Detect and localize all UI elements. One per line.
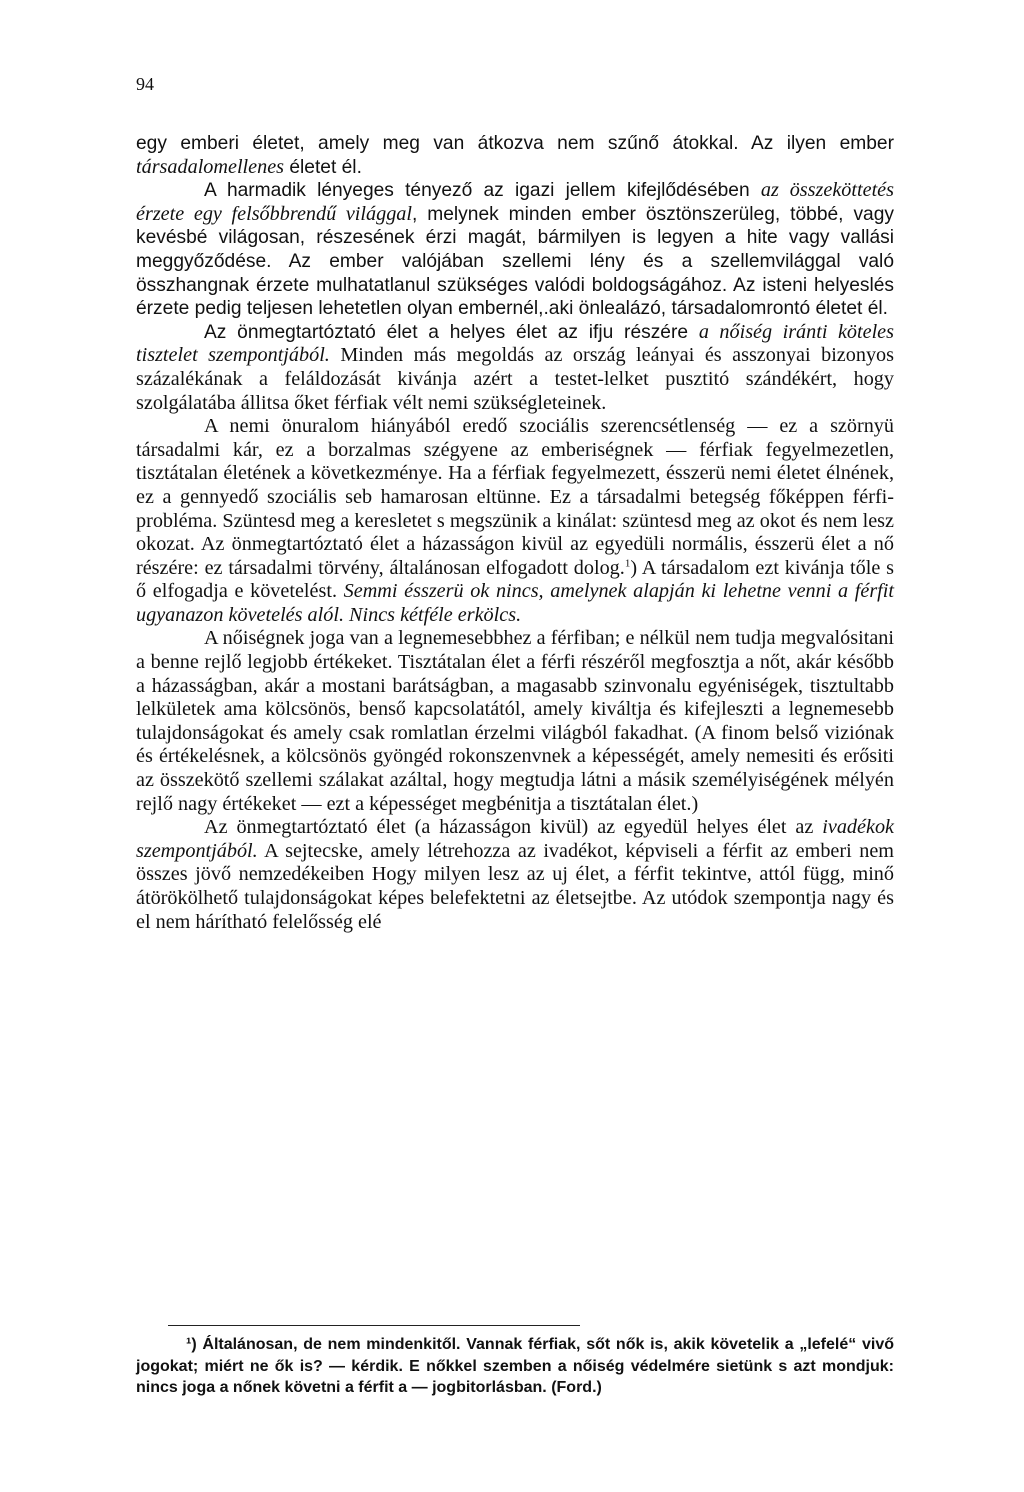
paragraph-4-middle: ) A társadalom ezt kivánja tőle s ő elfogadja e követelést. [136, 556, 894, 603]
paragraph-2 [136, 179, 894, 321]
paragraph-1-text: egy emberi életet, amely meg van átkozva nem szűnő átokkal. Az ilyen ember [136, 133, 894, 154]
paragraph-6-tail: A sejtecske, amely létrehozza az ivadékot, képviseli a férfit az emberi nem összes jövő nemzedékeiben Hogy milyen lesz az uj élet, a férfit tekintve, attól függ, minő átörökölhető tulajdonságokat képes belefektetni az életsejtbe. Az utódok szempontja nagy és el nem hárítható felelősség elé [136, 839, 894, 933]
paragraph-6-emphasis: ivadékok szempontjából. [136, 816, 894, 862]
paragraph-2-text: A harmadik lényeges tényező az igazi jellem kifejlődésében [204, 180, 761, 202]
paragraph-3-text: Az önmegtartóztató élet a helyes élet az ifju részére [204, 321, 699, 343]
paragraph-5: A nőiségnek joga van a legnemesebbhez a férfiban; e nélkül nem tudja megvalósitani a benne rejlő legjobb értékeket. Tisztátalan élet a férfi részéről megfosztja a nőt, akár később a házasságban, akár a mostani barátságban, a magasabb szinvonalu egyéniségek, tisztultabb lelkületek ama kölcsönös, benső kapcsolatától, amely kiváltja és kifejleszti a legnemesebb tulajdonságokat és amely csak romlatlan érzelmi világból fakadhat. (A finom belső viziónak és értékelésnek, a kölcsönös gyöngéd rokonszenvnek a képességét, amely nemesiti és erősiti az összekötő szellemi szálakat azáltal, hogy megtudja látni a másik személyiségének mélyén rejlő nagy értékeket — ezt a képességet megbénitja a tisztátalan élet.) [136, 627, 894, 815]
paragraph-3 [136, 321, 894, 415]
paragraph-1-emphasis: társadalomellenes [136, 155, 285, 178]
footnote [136, 1334, 894, 1399]
footnote-text: Általánosan, de nem mindenkitől. Vannak férfiak, sőt nők is, akik követelik a „lefelé“ vivő jogokat; miért ne ők is? — kérdik. E nőkkel szemben a nőiség védelmére sietünk s azt mondjuk: nincs joga a nőnek követni a férfit a — jogbitorlásban. (Ford.) [136, 1336, 894, 1396]
paragraph-4-text: A nemi önuralom hiányából eredő szociális szerencsétlenség — ez a szörnyü társadalmi kár, ez a borzalmas szégyene az emberiségnek — férfiak fegyelmezetlen, tisztátalan életének a következménye. Ha a férfiak fegyelmezett, ésszerü nemi életet élnének, ez a gennyedő szociális seb hamarosan eltünne. Ez a társadalmi betegség főképpen férfi-probléma. Szüntesd meg a keresletet s megszünik a kinálat: szüntesd meg az okot és nem lesz okozat. Az önmegtartóztató élet a házasságon kivül az egyedüli normális, ésszerü élet a nő részére: ez társadalmi törvény, általánosan elfogadott dolog. [136, 415, 894, 579]
paragraph-2-tail: , melynek minden ember ösztönszerüleg, többé, vagy kevésbé világosan, részesének érzi magát, bármilyen is legyen a hite vagy vallási meggyőződése. Az ember valójában szellemi lény és a szellemvilággal való összhangnak érzete mulhatatlanul szükséges valódi boldogságához. Az isteni helyeslés érzete pedig teljesen lehetetlen olyan embernél,.aki önlealázó, társadalomrontó életet él. [136, 203, 894, 320]
paragraph-4 [136, 415, 894, 627]
paragraph-2-emphasis: az összeköttetés érzete egy felsőbbrendű világgal [136, 179, 894, 225]
paragraph-1-tail: életet él. [284, 156, 362, 178]
paragraph-3-emphasis: a nőiség iránti köteles tisztelet szempontjából. [136, 320, 895, 367]
paragraph-6-text: Az önmegtartóztató élet (a házasságon kivül) az egyedül helyes élet az [204, 816, 823, 839]
footnote-reference: 1 [624, 556, 631, 569]
paragraph-1 [136, 132, 894, 179]
page-number: 94 [136, 74, 154, 94]
footnote-paragraph [136, 1334, 894, 1399]
paragraph-4-emphasis: Semmi ésszerü ok nincs, amelynek alapján ki lehetne venni a férfit ugyanazon követelés alól. Nincs kétféle erkölcs. [136, 580, 895, 626]
body-text [136, 132, 894, 934]
footnote-divider [168, 1325, 580, 1326]
footnote-marker: ¹) [186, 1336, 197, 1353]
paragraph-3-tail: Minden más megoldás az ország leányai és asszonyai bizonyos százalékának a feláldozását kivánja azért a testet-lelket pusztitó szándékért, hogy szolgálatába állitsa őket férfiak vélt nemi szükségleteinek. [136, 344, 894, 414]
paragraph-6 [136, 816, 894, 934]
